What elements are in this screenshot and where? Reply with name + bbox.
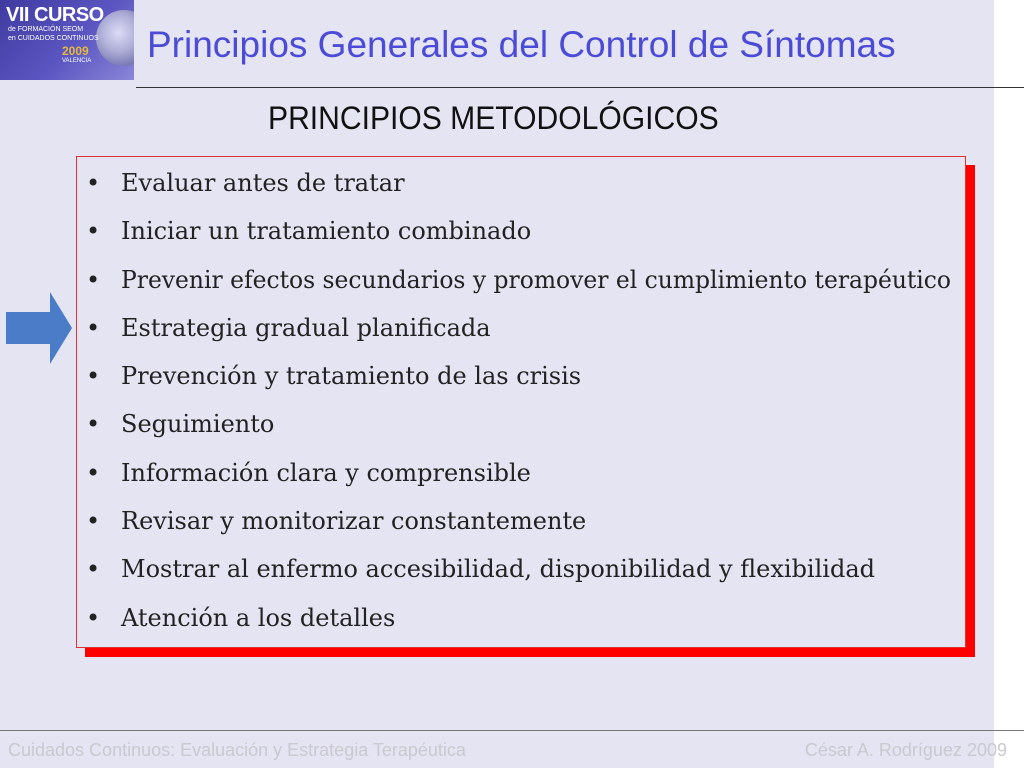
bullet-icon: • [86,313,101,342]
list-item-text: Seguimiento [121,410,275,439]
logo-line-2: de FORMACIÓN SEOM [8,26,84,33]
list-item [86,361,972,409]
logo-year: 2009 [62,44,89,58]
slide-subtitle: PRINCIPIOS METODOLÓGICOS [268,100,719,136]
list-item [86,506,972,554]
list-item [86,313,972,361]
list-item [86,603,972,651]
list-item-text: Información clara y comprensible [121,458,531,487]
slide-title: Principios Generales del Control de Síntomas [147,24,896,65]
title-divider [136,87,1024,88]
footer-author: César A. Rodríguez 2009 [804,740,1007,760]
list-item [86,554,972,602]
list-item-text: Estrategia gradual planificada [121,313,491,342]
bullet-icon: • [86,507,101,536]
list-item-text: Iniciar un tratamiento combinado [121,217,532,246]
bullet-icon: • [86,458,101,487]
list-item-text: Evaluar antes de tratar [121,169,405,197]
list-item-text: Prevenir efectos secundarios y promover el cumplimiento terapéutico [121,265,951,294]
right-margin [994,0,1024,768]
list-item-text: Prevención y tratamiento de las crisis [121,362,582,391]
footer-divider [0,730,1024,731]
bullet-icon: • [86,555,101,584]
logo-line-3: en CUIDADOS CONTINUOS [8,35,99,42]
footer-course-title: Cuidados Continuos: Evaluación y Estrategia Terapéutica [8,740,466,760]
course-logo [0,0,134,80]
list-item-text: Atención a los detalles [121,603,396,632]
bullet-icon: • [86,603,101,632]
bullet-icon: • [86,410,101,439]
principles-list [86,168,972,651]
list-item [86,265,972,313]
bullet-icon: • [86,169,101,197]
list-item [86,168,972,216]
list-item-text: Mostrar al enfermo accesibilidad, disponibilidad y flexibilidad [121,555,875,584]
bullet-icon: • [86,217,101,246]
bullet-icon: • [86,362,101,391]
bullet-icon: • [86,265,101,294]
logo-line-1: VII CURSO [6,4,104,26]
logo-city: VALENCIA [62,58,92,64]
list-item [86,458,972,506]
list-item [86,409,972,457]
list-item [86,216,972,264]
list-item-text: Revisar y monitorizar constantemente [121,507,587,536]
arrow-right-icon [6,288,72,368]
